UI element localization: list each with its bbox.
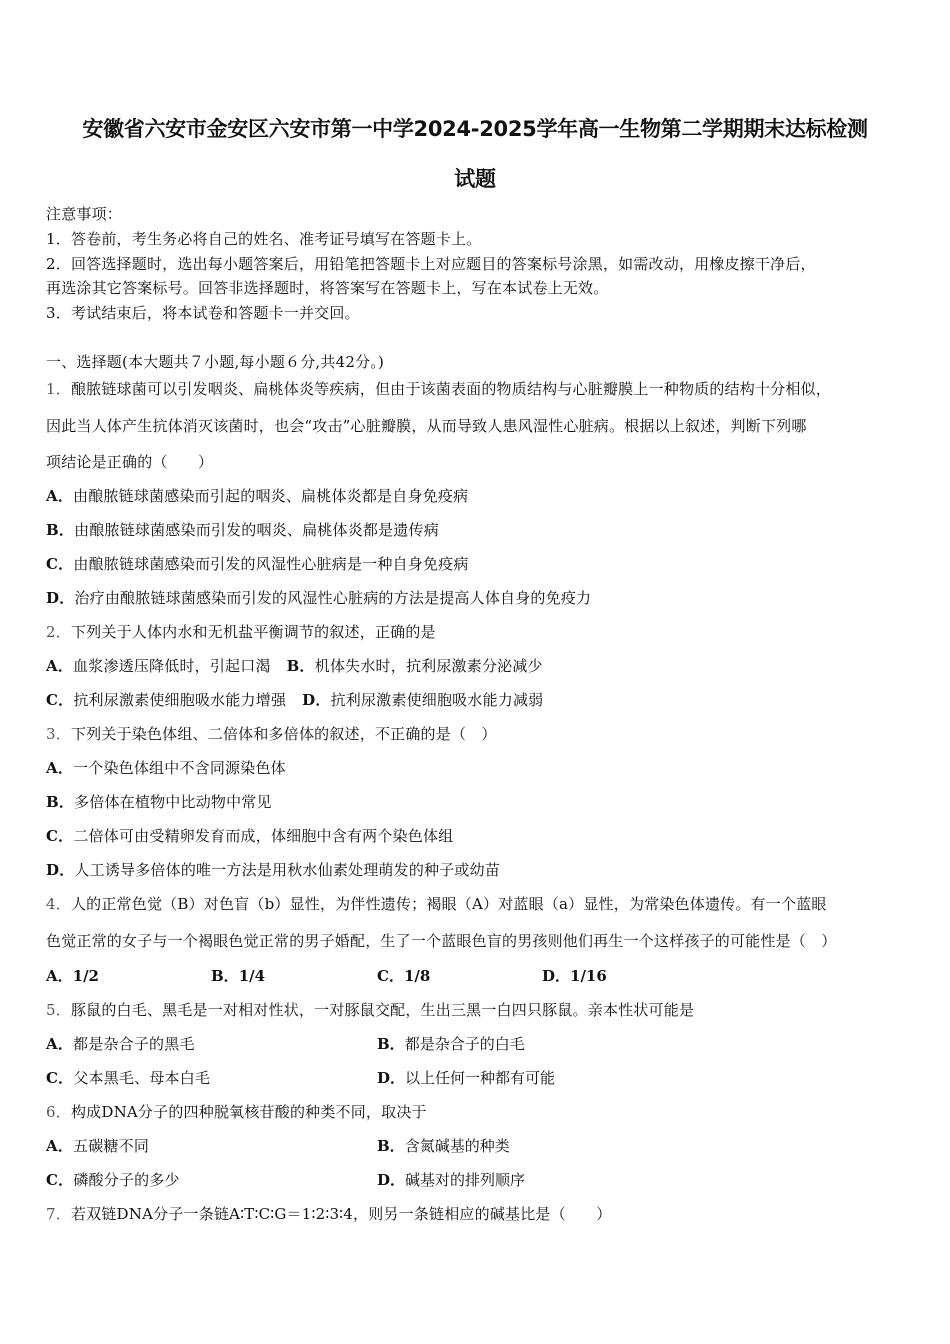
question-5-stem: [46, 999, 694, 1020]
option-label: D．: [46, 861, 75, 879]
option-text: 1/2: [72, 967, 99, 985]
option-label: C．: [46, 1069, 74, 1087]
option-label: A．: [46, 967, 73, 985]
option-text: 一个染色体组中不含同源染色体: [73, 759, 286, 777]
question-3-stem: [46, 723, 497, 744]
question-5-option-d[interactable]: [377, 1067, 555, 1088]
question-6-number: 6．: [46, 1103, 71, 1121]
question-2-option-c[interactable]: [46, 691, 286, 709]
option-label: B．: [46, 521, 75, 539]
option-label: B．: [211, 967, 239, 985]
notice-item-1: 1．答卷前，考生务必将自己的姓名、准考证号填写在答题卡上。: [46, 230, 482, 248]
option-label: C．: [46, 827, 74, 845]
option-label: A．: [46, 487, 74, 505]
option-text: 血浆渗透压降低时，引起口渴: [73, 657, 271, 675]
option-text: 碱基对的排列顺序: [405, 1171, 526, 1189]
question-1-stem-line2: 因此当人体产生抗体消灭该菌时，也会“攻击”心脏瓣膜，从而导致人患风湿性心脏病。根据以上叙述，判断下列哪: [46, 417, 807, 435]
option-text: 1/16: [570, 967, 607, 985]
question-6-text: 构成DNA分子的四种脱氧核苷酸的种类不同，取决于: [70, 1103, 427, 1121]
question-4-option-b[interactable]: [211, 965, 265, 986]
question-2-text: 下列关于人体内水和无机盐平衡调节的叙述，正确的是: [70, 623, 436, 641]
option-text: 抗利尿激素使细胞吸水能力减弱: [330, 691, 544, 709]
option-label: D．: [302, 691, 331, 709]
question-4-option-a[interactable]: [46, 965, 99, 986]
question-3-option-b[interactable]: [46, 791, 272, 812]
question-5-option-a[interactable]: [46, 1033, 195, 1054]
option-text: 由酿脓链球菌感染而引发的风湿性心脏病是一种自身免疫病: [73, 555, 469, 573]
option-text: 由酿脓链球菌感染而引起的咽炎、扁桃体炎都是自身免疫病: [73, 487, 469, 505]
option-label: B．: [286, 657, 315, 675]
question-2-number: 2．: [46, 623, 71, 641]
option-text: 由酿脓链球菌感染而引发的咽炎、扁桃体炎都是遗传病: [74, 521, 439, 539]
question-6-option-d[interactable]: [377, 1169, 525, 1190]
option-label: D．: [377, 1171, 406, 1189]
option-label: A．: [46, 657, 74, 675]
question-1-option-b[interactable]: [46, 519, 439, 540]
option-label: B．: [377, 1137, 405, 1155]
notice-heading: 注意事项：: [46, 205, 123, 223]
question-2-option-d[interactable]: [302, 691, 543, 709]
option-label: A．: [46, 1035, 74, 1053]
option-label: D．: [542, 967, 571, 985]
question-2-options-row1: [46, 655, 543, 676]
question-6-stem: [46, 1101, 427, 1122]
question-4-text-1: 人的正常色觉（B）对色盲（b）显性，为伴性遗传；褐眼（A）对蓝眼（a）显性，为常染色体遗传。有一个蓝眼: [70, 895, 827, 913]
notice-item-2-cont: 再选涂其它答案标号。回答非选择题时，将答案写在答题卡上，写在本试卷上无效。: [46, 279, 609, 297]
notice-item-3: 3．考试结束后，将本试卷和答题卡一并交回。: [46, 304, 360, 322]
question-3-text: 下列关于染色体组、二倍体和多倍体的叙述，不正确的是（ ）: [70, 725, 497, 743]
question-6-option-b[interactable]: [377, 1135, 510, 1156]
option-text: 治疗由酿脓链球菌感染而引发的风湿性心脏病的方法是提高人体自身的免疫力: [74, 589, 592, 607]
section-heading: 一、选择题(本大题共７小题,每小题６分,共42分。): [46, 353, 385, 371]
option-label: A．: [46, 1137, 74, 1155]
question-2-stem: [46, 621, 436, 642]
question-4-number: 4．: [46, 895, 71, 913]
option-text: 父本黑毛、母本白毛: [73, 1069, 211, 1087]
option-text: 都是杂合子的黑毛: [73, 1035, 195, 1053]
question-1-option-d[interactable]: [46, 587, 591, 608]
option-text: 人工诱导多倍体的唯一方法是用秋水仙素处理萌发的种子或幼苗: [74, 861, 501, 879]
question-1-stem-line1: [46, 378, 831, 399]
option-label: C．: [46, 1171, 74, 1189]
option-label: B．: [377, 1035, 405, 1053]
option-text: 以上任何一种都有可能: [405, 1069, 556, 1087]
option-text: 抗利尿激素使细胞吸水能力增强: [73, 691, 287, 709]
exam-title-line1: 安徽省六安市金安区六安市第一中学2024-2025学年高一生物第二学期期末达标检测: [82, 117, 868, 141]
question-5-option-b[interactable]: [377, 1033, 525, 1054]
question-1-option-c[interactable]: [46, 553, 469, 574]
option-text: 都是杂合子的白毛: [404, 1035, 525, 1053]
question-1-text-1: 酿脓链球菌可以引发咽炎、扁桃体炎等疾病，但由于该菌表面的物质结构与心脏瓣膜上一种物质的结构十分相似，: [70, 380, 831, 398]
option-label: D．: [46, 589, 75, 607]
question-3-option-d[interactable]: [46, 859, 500, 880]
exam-title-line2: 试题: [454, 167, 496, 191]
question-3-option-a[interactable]: [46, 757, 286, 778]
question-6-option-a[interactable]: [46, 1135, 149, 1156]
question-7-text: 若双链DNA分子一条链A∶T∶C∶G＝1∶2∶3∶4，则另一条链相应的碱基比是（ ）: [70, 1205, 612, 1223]
question-4-stem-line1: [46, 893, 827, 914]
option-text: 多倍体在植物中比动物中常见: [74, 793, 272, 811]
question-7-stem: [46, 1203, 611, 1224]
question-5-option-c[interactable]: [46, 1067, 210, 1088]
option-text: 1/8: [403, 967, 431, 985]
question-1-option-a[interactable]: [46, 485, 468, 506]
question-5-number: 5．: [46, 1001, 71, 1019]
question-2-option-b[interactable]: [287, 657, 543, 675]
question-3-number: 3．: [46, 725, 71, 743]
option-text: 磷酸分子的多少: [73, 1171, 180, 1189]
question-1-stem-line3: 项结论是正确的（ ）: [46, 453, 214, 471]
question-4-option-c[interactable]: [377, 965, 430, 986]
question-2-options-row2: [46, 689, 543, 710]
option-text: 1/4: [238, 967, 266, 985]
question-6-option-c[interactable]: [46, 1169, 180, 1190]
question-4-option-d[interactable]: [542, 965, 607, 986]
question-4-stem-line2: 色觉正常的女子与一个褐眼色觉正常的男子婚配，生了一个蓝眼色盲的男孩则他们再生一个这样孩子的可能性是（ ）: [46, 932, 837, 950]
option-label: A．: [46, 759, 74, 777]
option-text: 机体失水时，抗利尿激素分泌减少: [314, 657, 543, 675]
option-text: 五碳糖不同: [73, 1137, 150, 1155]
question-3-option-c[interactable]: [46, 825, 453, 846]
option-label: C．: [46, 691, 74, 709]
notice-item-2: 2．回答选择题时，选出每小题答案后，用铅笔把答题卡上对应题目的答案标号涂黑，如需改动，用橡皮擦干净后，: [46, 255, 816, 273]
question-1-number: 1．: [46, 380, 71, 398]
option-text: 含氮碱基的种类: [404, 1137, 510, 1155]
question-2-option-a[interactable]: [46, 657, 271, 675]
question-5-text: 豚鼠的白毛、黑毛是一对相对性状，一对豚鼠交配，生出三黑一白四只豚鼠。亲本性状可能是: [70, 1001, 695, 1019]
option-label: C．: [377, 967, 404, 985]
option-label: C．: [46, 555, 74, 573]
option-text: 二倍体可由受精卵发育而成，体细胞中含有两个染色体组: [73, 827, 454, 845]
question-7-number: 7．: [46, 1205, 71, 1223]
option-label: B．: [46, 793, 75, 811]
option-label: D．: [377, 1069, 406, 1087]
